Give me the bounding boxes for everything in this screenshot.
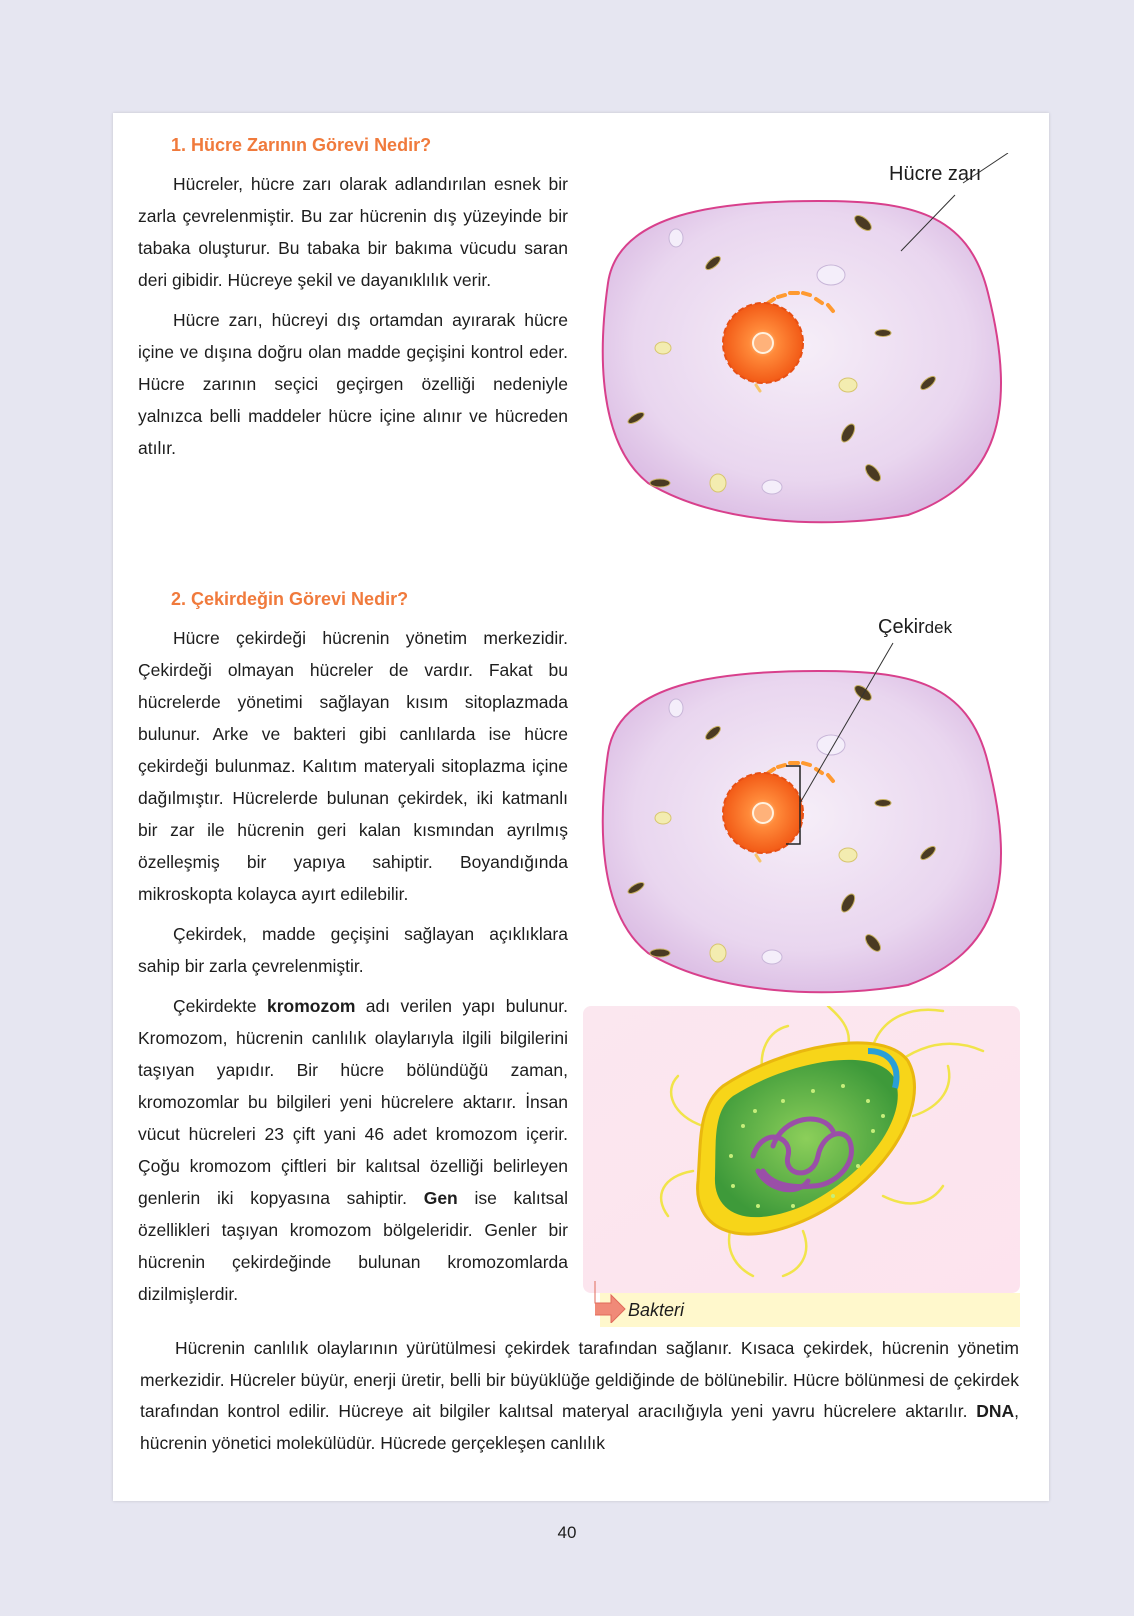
term-kromozom: kromozom bbox=[266, 996, 356, 1016]
bottom-paragraph: Hücrenin canlılık olaylarının yürütülmesi çekirdek tarafından sağlanır. Kısaca çekirdek, hücrenin yönetim merkezidir. Hücreler büyür, enerji üretir, belli bir büyüklüğe geldiğinde de bölünebilir. Hücre bölünmesi de çekirdek tarafından kontrol edilir. Hücreye ait bilgiler kalıtsal materyal aracılığıyla yeni yavru hücrelere aktarılır. DNA, hücrenin yönetici molekülüdür. Hücrede gerçekleşen canlılık bbox=[140, 1338, 1019, 1453]
section2-paragraph-3: Çekirdekte kromozom adı verilen yapı bulunur. Kromozom, hücrenin canlılık olaylarıyla ilgili bilgilerini taşıyan yapıdır. Bir hücre bölündüğü zaman, kromozomlar bu bilgileri yeni hücrelere aktarır. İnsan vücut hücreleri 23 çift yani 46 adet kromozom içerir. Çoğu kromozom çiftleri bir kalıtsal özelliği belirleyen genlerin iki kopyasına sahiptir. Gen ise kalıtsal özellikleri taşıyan kromozom bölgeleridir. Genler bir hücrenin çekirdeğinde bulunan kromozomlarda dizilmişlerdir. bbox=[138, 996, 568, 1304]
term-gen: Gen bbox=[423, 1188, 458, 1208]
label-cell-membrane: Hücre zarı bbox=[889, 163, 982, 185]
section1-paragraph-1: Hücreler, hücre zarı olarak adlandırılan esnek bir zarla çevrelenmiştir. Bu zar hücrenin dış yüzeyinde bir tabaka oluşturur. Bu tabaka bir bakıma vücudu saran deri gibidir. Hücreye şekil ve dayanıklılık verir. bbox=[138, 174, 568, 290]
cell-diagram-nucleus bbox=[578, 623, 1038, 1003]
section2-paragraph-2: Çekirdek, madde geçişini sağlayan açıklıklara sahip bir zarla çevrelenmiştir. bbox=[138, 924, 568, 976]
section1-heading: 1. Hücre Zarının Görevi Nedir? bbox=[171, 135, 432, 155]
pointer-line-membrane bbox=[893, 193, 973, 263]
bacteria-label: Bakteri bbox=[628, 1300, 685, 1320]
section2-heading: 2. Çekirdeğin Görevi Nedir? bbox=[171, 589, 409, 609]
page bbox=[113, 113, 1049, 1501]
section1-text bbox=[138, 168, 568, 472]
section1-paragraph-2: Hücre zarı, hücreyi dış ortamdan ayırarak hücre içine ve dışına doğru olan madde geçişini kontrol eder. Hücre zarının seçici geçirgen özelliği nedeniyle yalnızca belli maddeler hücre içine alınır ve hücreden atılır. bbox=[138, 310, 568, 458]
label-nucleus: Çekirdek bbox=[878, 616, 953, 638]
term-dna: DNA bbox=[976, 1401, 1015, 1421]
page-number: 40 bbox=[557, 1523, 577, 1542]
section2-text bbox=[138, 622, 568, 1318]
bacteria-diagram bbox=[583, 1006, 1020, 1293]
section2-paragraph-1: Hücre çekirdeği hücrenin yönetim merkezidir. Çekirdeği olmayan hücreler de vardır. Fakat bu hücrelerde yönetimi sağlayan kısım sitoplazmada bulunur. Arke ve bakteri gibi canlılarda ise hücre çekirdeği bulunmaz. Kalıtım materyali sitoplazma içine dağılmıştır. Hücrelerde bulunan çekirdek, iki katmanlı bir zar ile hücrenin geri kalan kısmından ayrılmış özelleşmiş bir yapıya sahiptir. Boyandığında mikroskopta kolayca ayırt edilebilir. bbox=[138, 628, 568, 904]
arrow-icon bbox=[591, 1279, 631, 1323]
